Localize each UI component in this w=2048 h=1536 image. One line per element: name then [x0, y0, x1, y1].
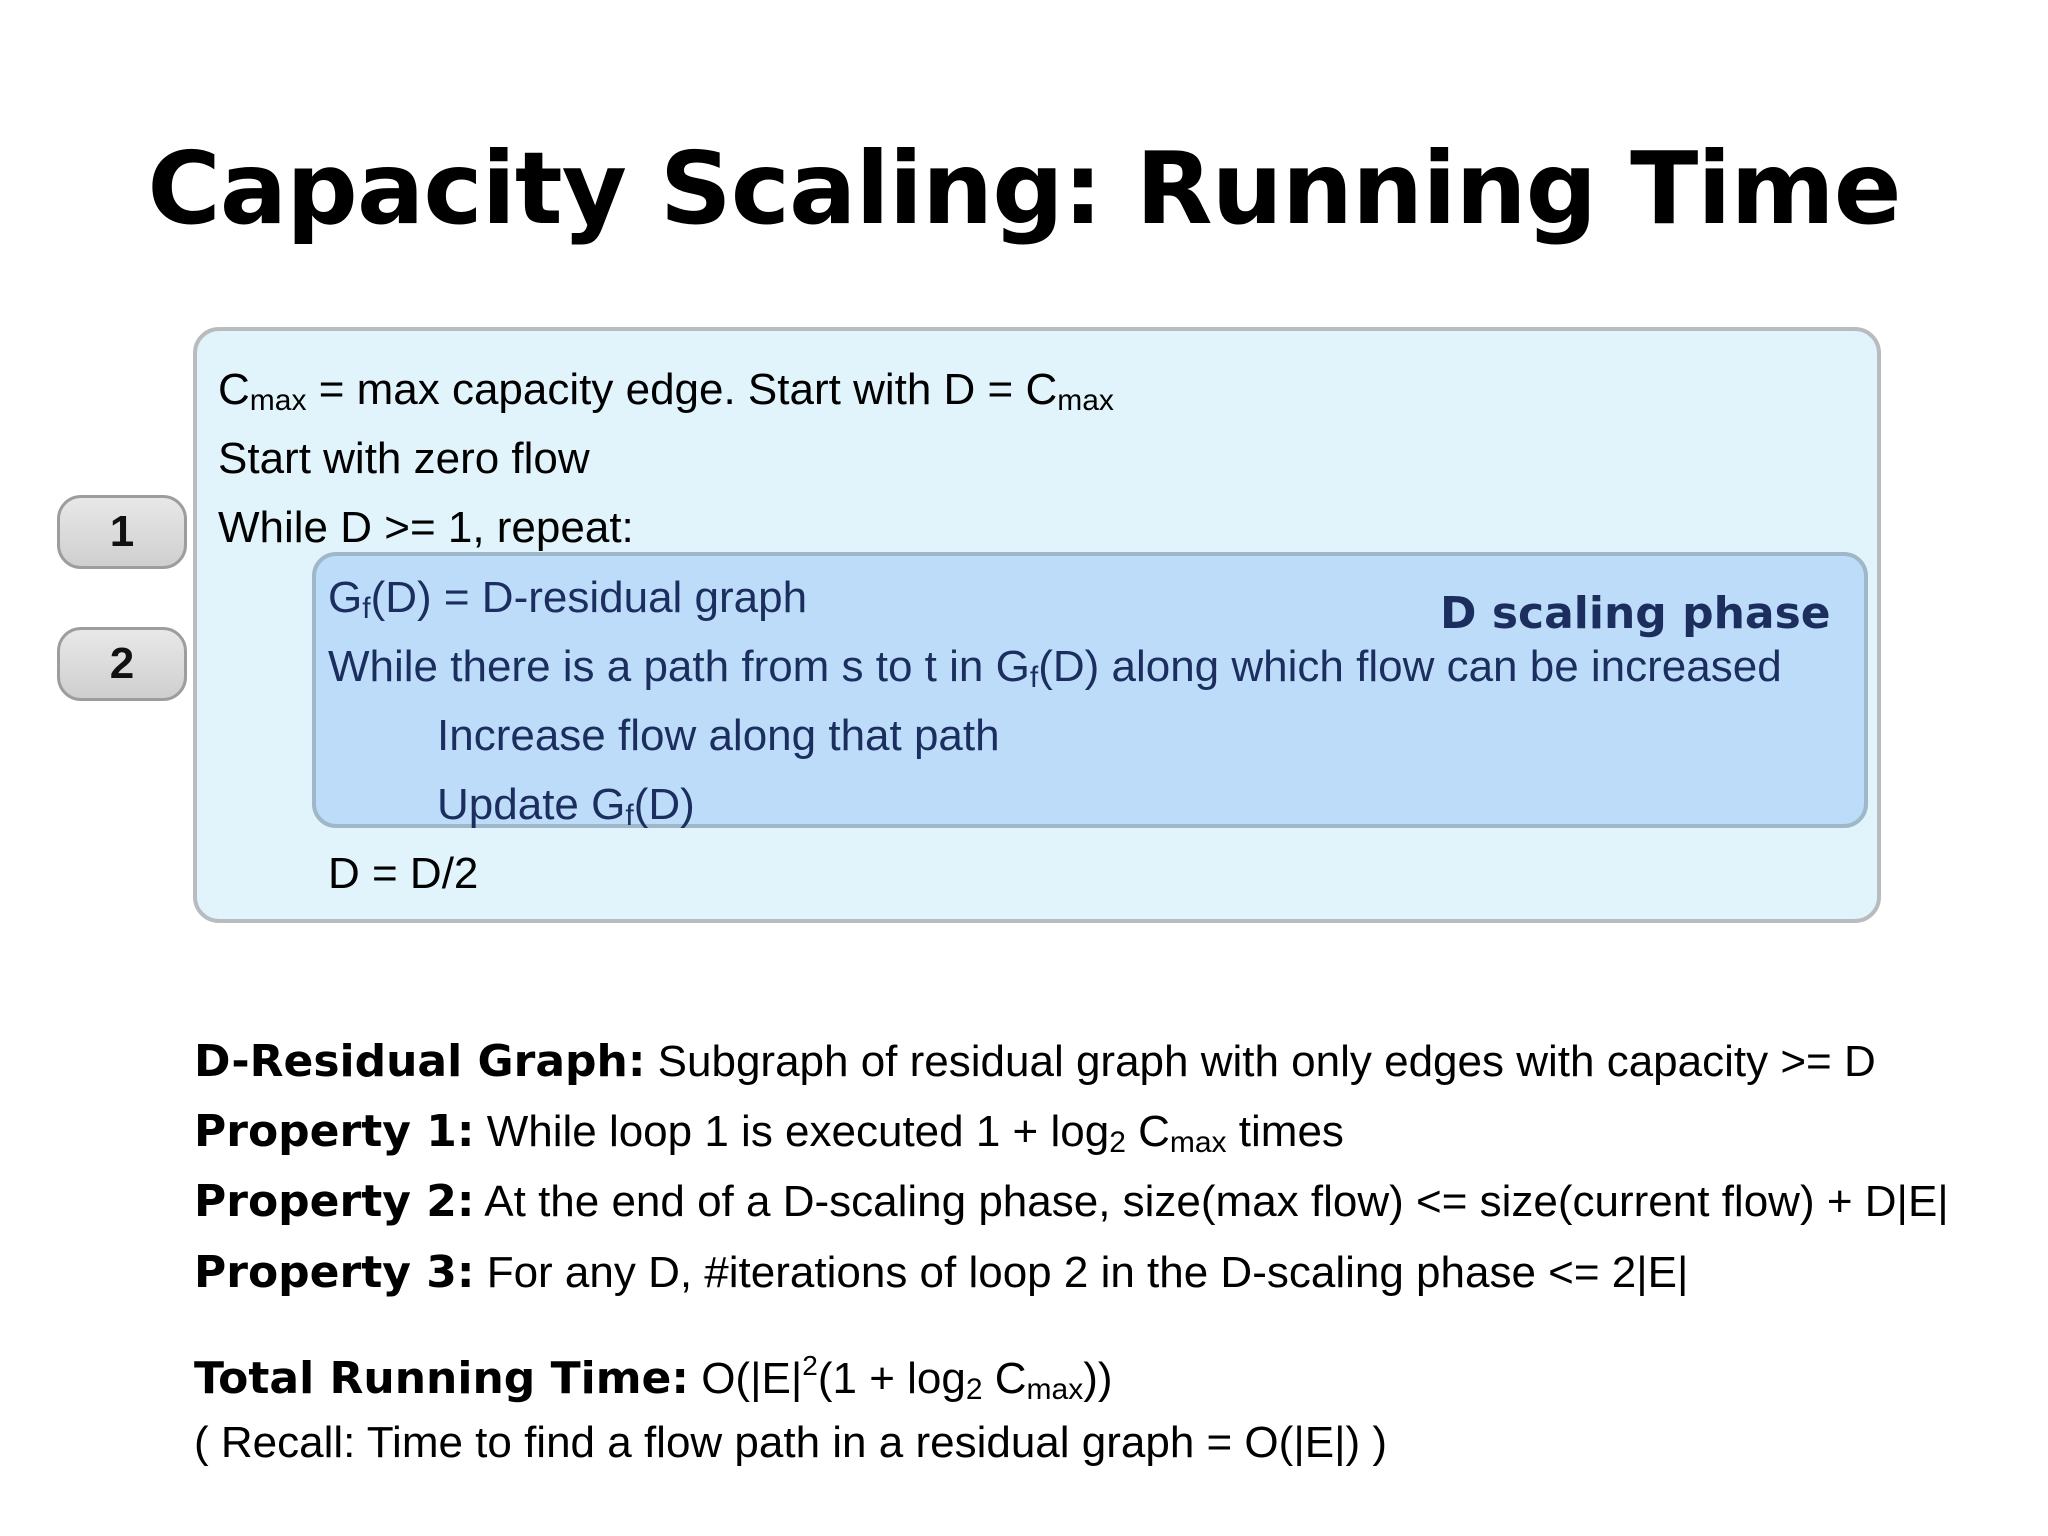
algo-line-cmax: $C_{max} = \max$ capacity edge. Start with $D = C_{max}$ — [218, 365, 1114, 417]
phase-label: D scaling phase — [1440, 588, 1831, 639]
total-running-time: Total Running Time: $O(|E|^2(1 + \log_2 C_{max}))$ — [194, 1350, 1113, 1406]
slide-title: Capacity Scaling: Running Time — [147, 130, 1901, 247]
algo-line-while: While D >= 1, repeat: — [218, 503, 634, 552]
inner-line-update: Update $G_f(D)$ — [437, 780, 695, 832]
inner-line-while-path: While there is a path from s to t in $G_f(D)$ along which flow can be increased — [328, 642, 1782, 694]
algo-line-zero-flow: Start with zero flow — [218, 434, 590, 483]
residual-graph-definition: D-Residual Graph: Subgraph of residual graph with only edges with capacity >= D — [194, 1036, 1876, 1087]
loop-1-label: 1 — [57, 495, 187, 569]
algo-line-halve: D = D/2 — [328, 849, 479, 898]
inner-line-residual: $G_f(D)$ = D-residual graph — [328, 573, 808, 625]
inner-line-increase: Increase flow along that path — [437, 711, 1000, 760]
loop-2-label: 2 — [57, 627, 187, 701]
recall-note: ( Recall: Time to find a flow path in a residual graph = O(|E|) ) — [194, 1418, 1388, 1467]
property-1: Property 1: While loop 1 is executed $1 + \log_2 C_{max}$ times — [194, 1106, 1344, 1159]
property-2: Property 2: At the end of a D-scaling phase, size(max flow) <= size(current flow) + D|E| — [194, 1176, 1949, 1227]
property-3: Property 3: For any D, #iterations of loop 2 in the D-scaling phase <= 2|E| — [194, 1247, 1689, 1298]
